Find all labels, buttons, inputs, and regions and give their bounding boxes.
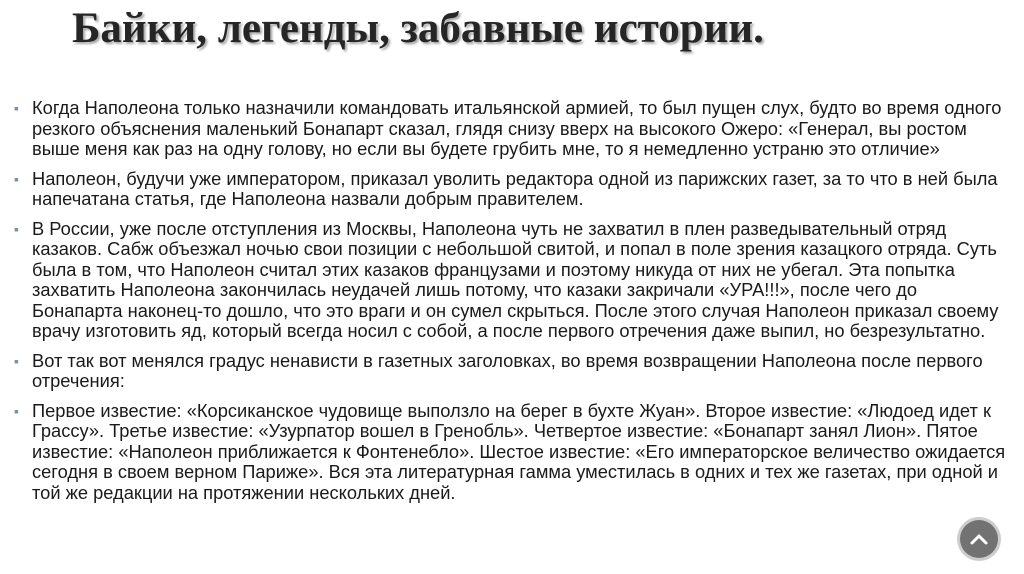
square-bullet-icon: ▪	[14, 170, 19, 187]
square-bullet-icon: ▪	[14, 402, 19, 419]
list-item	[14, 401, 1010, 504]
square-bullet-icon: ▪	[14, 352, 19, 369]
square-bullet-icon: ▪	[14, 220, 19, 237]
list-item-text: В России, уже после отступления из Москвы, Наполеона чуть не захватил в плен разведывательный отряд казаков. Сабж объезжал ночью свои позиции с небольшой свитой, и попал в поле зрения казацкого отряда. Суть была в том, что Наполеон считал этих казаков французами и поэтому никуда от них не убегал. Эта попытка захватить Наполеона закончилась неудачей лишь потому, что казаки закричали «УРА!!!», после чего до Бонапарта наконец-то дошло, что это враги и он сумел скрыться. После этого случая Наполеон приказал своему врачу изготовить яд, который всегда носил с собой, а после первого отречения даже выпил, но безрезультатно.	[32, 217, 999, 341]
list-item-text: Первое известие: «Корсиканское чудовище выползло на берег в бухте Жуан». Второе известие: «Людоед идет к Грассу». Третье известие: «Узурпатор вошел в Гренобль». Четвертое известие: «Бонапарт занял Лион». Пятое известие: «Наполеон приближается к Фонтенебло». Шестое известие: «Его императорское величество ожидается сегодня в своем верном Париже». Вся эта литературная гамма уместилась в одних и тех же газетах, при одной и той же редакции на протяжении нескольких дней.	[32, 399, 1006, 503]
list-item-text: Наполеон, будучи уже императором, приказал уволить редактора одной из парижских газет, за то что в ней была напечатана статья, где Наполеона назвали добрым правителем.	[32, 167, 998, 209]
slide-title: Байки, легенды, забавные истории.	[72, 5, 764, 52]
scroll-up-button[interactable]	[960, 520, 998, 558]
list-item	[14, 169, 1010, 210]
list-item-text: Когда Наполеона только назначили командовать итальянской армией, то был пущен слух, будто во время одного резкого объяснения маленький Бонапарт сказал, глядя снизу вверх на высокого Ожеро: «Генерал, вы ростом выше меня как раз на одну голову, но если вы будете грубить мне, то я немедленно устраню это отличие»	[32, 97, 1002, 159]
list-item	[14, 98, 1010, 160]
list-item	[14, 351, 1010, 392]
list-item	[14, 219, 1010, 342]
list-item-text: Вот так вот менялся градус ненависти в газетных заголовках, во время возвращении Наполеона после первого отречения:	[32, 349, 983, 391]
bullet-list	[14, 98, 1010, 512]
square-bullet-icon: ▪	[14, 100, 19, 116]
chevron-up-icon	[969, 532, 989, 546]
